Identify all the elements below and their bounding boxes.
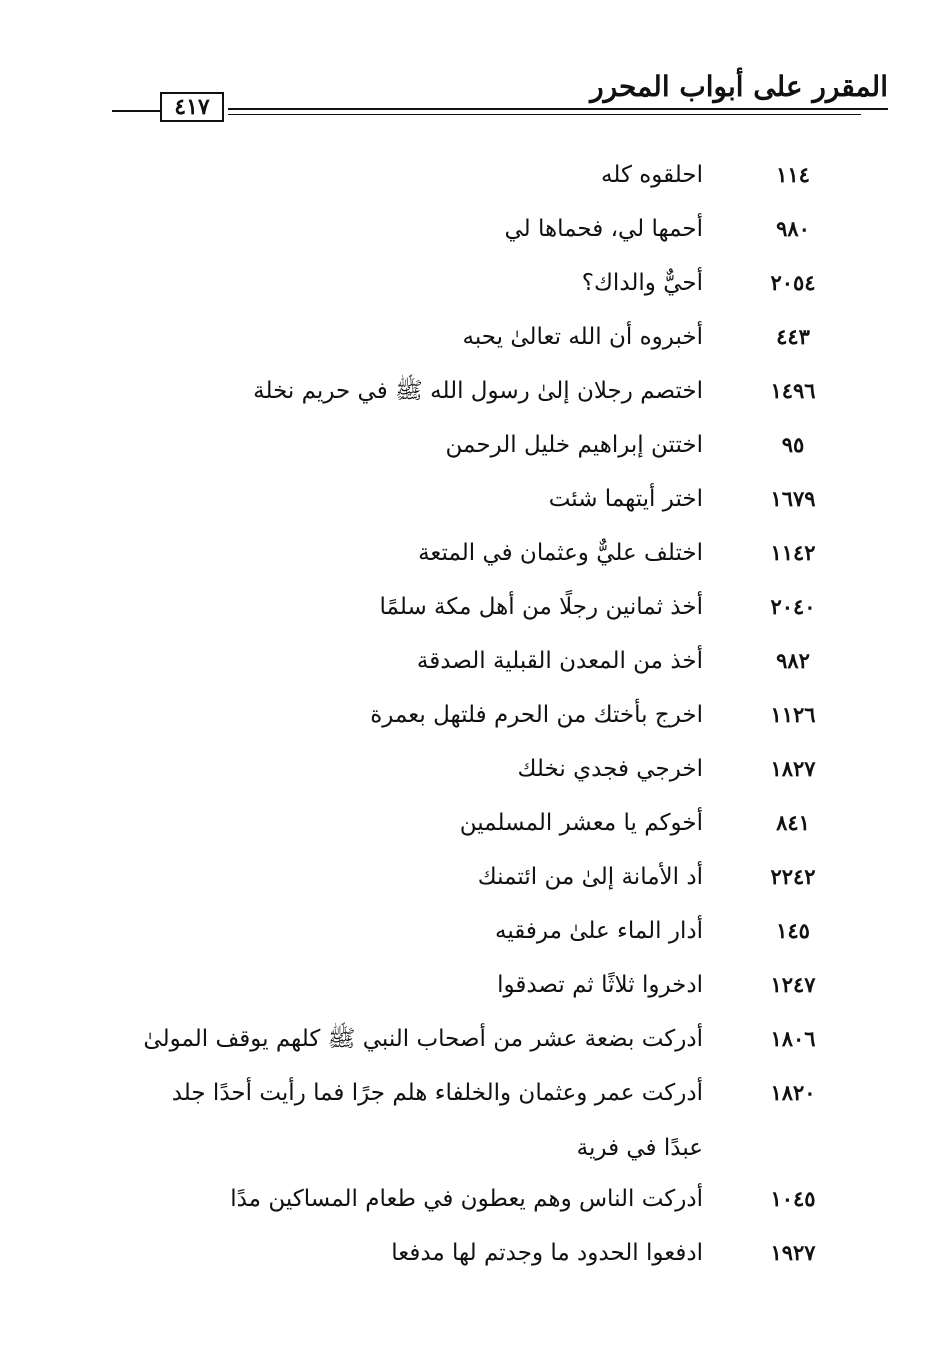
- entry-text: احلقوه كله: [601, 162, 703, 188]
- header-rule-thin: [228, 114, 861, 115]
- entry-number: ٢٠٤٠: [770, 594, 816, 619]
- index-entry: [0, 1228, 933, 1278]
- running-header-title: المقرر على أبواب المحرر: [590, 70, 888, 103]
- index-entry: [0, 1174, 933, 1224]
- index-entry: [0, 852, 933, 902]
- entry-number: ١٨٠٦: [770, 1026, 816, 1051]
- entry-text: أخذ ثمانين رجلًا من أهل مكة سلمًا: [379, 594, 703, 620]
- entry-number: ٢٠٥٤: [770, 270, 816, 295]
- index-entry: [0, 474, 933, 524]
- entry-text: أحيٌّ والداك؟: [581, 270, 703, 296]
- index-entry: [0, 1068, 933, 1178]
- entry-number: ١٦٧٩: [770, 486, 816, 511]
- entry-number: ١١٢٦: [770, 702, 816, 727]
- entry-number: ١٢٤٧: [770, 972, 816, 997]
- header-rule-thick: [228, 108, 888, 110]
- entry-number: ٩٥: [781, 432, 805, 457]
- index-entry: [0, 258, 933, 308]
- entry-number: ١٨٢٧: [770, 756, 816, 781]
- entry-text: أخوكم يا معشر المسلمين: [459, 810, 703, 836]
- entry-text: أخذ من المعدن القبلية الصدقة: [416, 648, 703, 674]
- entry-text: ادخروا ثلاثًا ثم تصدقوا: [497, 972, 703, 998]
- entry-number: ١٤٥: [776, 918, 810, 943]
- entry-text: أد الأمانة إلىٰ من ائتمنك: [477, 864, 703, 890]
- entry-text: أدركت بضعة عشر من أصحاب النبي ﷺ كلهم يوقف المولىٰ: [143, 1026, 703, 1052]
- entry-text-continuation: عبدًا في فرية: [576, 1135, 703, 1161]
- index-entry: [0, 204, 933, 254]
- index-entry: [0, 582, 933, 632]
- index-entry: [0, 528, 933, 578]
- entry-number: ١٠٤٥: [770, 1186, 816, 1211]
- entry-number: ١١٤: [776, 162, 810, 187]
- entry-number: ١١٤٢: [770, 540, 816, 565]
- index-entry: [0, 744, 933, 794]
- index-entry: [0, 798, 933, 848]
- entry-number: ٩٨٠: [776, 216, 810, 241]
- index-entry: [0, 366, 933, 416]
- entry-text: اختتن إبراهيم خليل الرحمن: [445, 432, 703, 458]
- index-entry: [0, 1014, 933, 1064]
- page-number: ٤١٧: [160, 92, 224, 122]
- entry-number: ٩٨٢: [776, 648, 810, 673]
- entry-text: اختلف عليٌّ وعثمان في المتعة: [418, 540, 703, 566]
- index-entry: [0, 636, 933, 686]
- entry-number: ٨٤١: [776, 810, 810, 835]
- index-entry: [0, 150, 933, 200]
- entry-text: أدركت عمر وعثمان والخلفاء هلم جرًا فما رأيت أحدًا جلد: [171, 1080, 703, 1106]
- index-entry: [0, 906, 933, 956]
- header-rule-left: [112, 110, 160, 112]
- entry-text: اختصم رجلان إلىٰ رسول الله ﷺ في حريم نخلة: [253, 378, 703, 404]
- entry-number: ١٨٢٠: [770, 1080, 816, 1105]
- entry-text: أدركت الناس وهم يعطون في طعام المساكين مدًا: [230, 1186, 703, 1212]
- index-entry: [0, 960, 933, 1010]
- index-entry: [0, 690, 933, 740]
- entry-number: ١٤٩٦: [770, 378, 816, 403]
- entry-number: ١٩٢٧: [770, 1240, 816, 1265]
- entry-text: أحمها لي، فحماها لي: [504, 216, 703, 242]
- entry-text: اختر أيتهما شئت: [548, 486, 703, 512]
- entry-text: اخرج بأختك من الحرم فلتهل بعمرة: [370, 702, 703, 728]
- entry-number: ٤٤٣: [776, 324, 810, 349]
- entry-text: أخبروه أن الله تعالىٰ يحبه: [462, 324, 703, 350]
- index-entry: [0, 312, 933, 362]
- entry-text: ادفعوا الحدود ما وجدتم لها مدفعا: [391, 1240, 703, 1266]
- entry-text: أدار الماء علىٰ مرفقيه: [495, 918, 703, 944]
- entry-text: اخرجي فجدي نخلك: [517, 756, 703, 782]
- index-entry: [0, 420, 933, 470]
- entry-number: ٢٢٤٢: [770, 864, 816, 889]
